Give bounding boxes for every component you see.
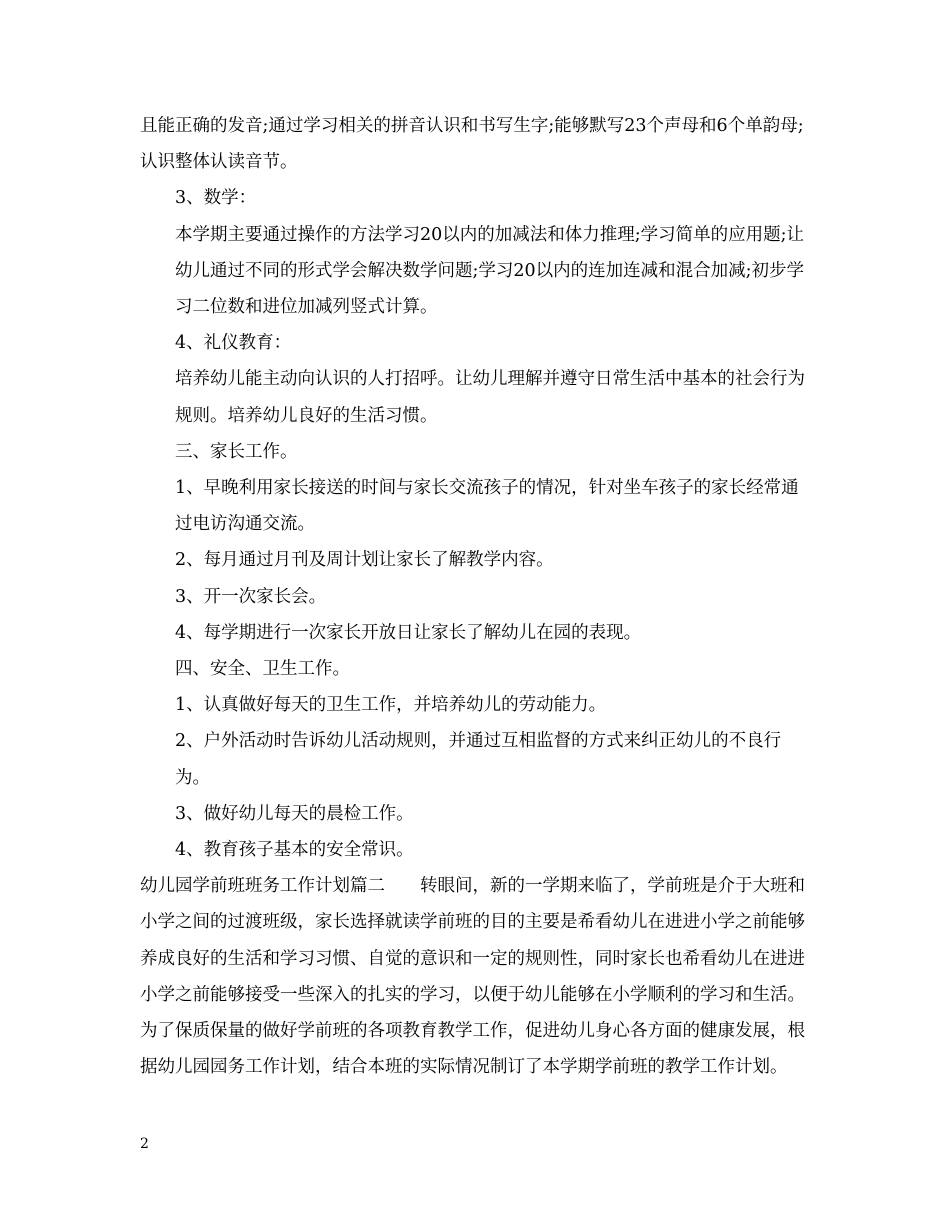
paragraph: 1、认真做好每天的卫生工作，并培养幼儿的劳动能力。 (175, 695, 607, 716)
paragraph: 2、户外活动时告诉幼儿活动规则，并通过互相监督的方式来纠正幼儿的不良行为。 (175, 731, 782, 788)
paragraph: 本学期主要通过操作的方法学习20以内的加减法和体力推理;学习简单的应用题;让幼儿通过不同的形式学会解决数学问题;学习20以内的连加连减和混合加减;初步学习二位数和进位加减列竖式计算。 (175, 224, 805, 318)
paragraph: 3、做好幼儿每天的晨检工作。 (175, 803, 414, 824)
paragraph: 1、早晚利用家长接送的时间与家长交流孩子的情况，针对坐车孩子的家长经常通过电访沟通交流。 (175, 478, 799, 535)
paragraph: 培养幼儿能主动向认识的人打招呼。让幼儿理解并遵守日常生活中基本的社会行为规则。培养幼儿良好的生活习惯。 (175, 369, 805, 426)
paragraph: 3、数学： (175, 188, 257, 209)
page-number: 2 (140, 1136, 149, 1152)
section-heading: 三、家长工作。 (175, 441, 298, 462)
paragraph: 4、每学期进行一次家长开放日让家长了解幼儿在园的表现。 (175, 622, 642, 643)
paragraph: 4、教育孩子基本的安全常识。 (175, 840, 414, 861)
paragraph: 3、开一次家长会。 (175, 586, 327, 607)
section-heading: 四、安全、卫生工作。 (175, 659, 350, 680)
document-body (140, 108, 812, 1085)
paragraph: 幼儿园学前班班务工作计划篇二 转眼间，新的一学期来临了，学前班是介于大班和小学之间的过渡班级，家长选择就读学前班的目的主要是希看幼儿在进进小学之前能够养成良好的生活和学习习惯、自觉的意识和一定的规则性，同时家长也希看幼儿在进进小学之前能够接受一些深入的扎实的学习，以便于幼儿能够在小学顺利的学习和生活。为了保质保量的做好学前班的各项教育教学工作，促进幼儿身心各方面的健康发展，根据幼儿园园务工作计划，结合本班的实际情况制订了本学期学前班的教学工作计划。 (140, 876, 805, 1078)
paragraph: 2、每月通过月刊及周计划让家长了解教学内容。 (175, 550, 554, 571)
paragraph: 4、礼仪教育： (175, 333, 292, 354)
paragraph: 且能正确的发音;通过学习相关的拼音认识和书写生字;能够默写23个声母和6个单韵母;认识整体认读音节。 (140, 116, 804, 173)
